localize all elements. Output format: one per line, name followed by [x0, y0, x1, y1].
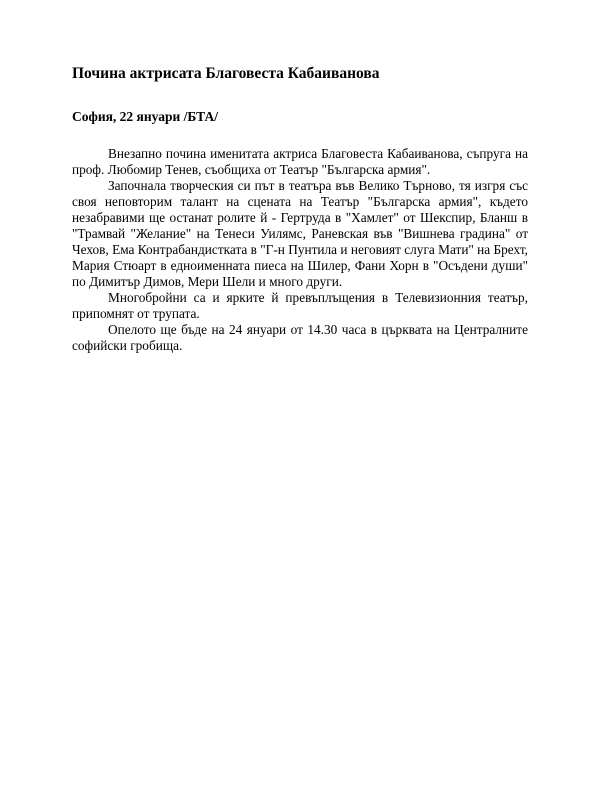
article-paragraph: Опелото ще бъде на 24 януари от 14.30 часа в църквата на Централните софийски гробища. [72, 322, 528, 353]
article-dateline: София, 22 януари /БТА/ [72, 109, 218, 124]
article-title: Почина актрисата Благовеста Кабаиванова [72, 65, 380, 82]
article-body [72, 146, 528, 354]
document-page [72, 64, 528, 354]
article-paragraph: Внезапно почина именитата актриса Благовеста Кабаиванова, съпруга на проф. Любомир Тенев, съобщиха от Театър "Българска армия". [72, 146, 528, 177]
article-paragraph: Започнала творческия си път в театъра във Велико Търново, тя изгря със своя неповторим талант на сцената на Театър "Българска армия", където незабравими ще останат ролите й - Гертруда в "Хамлет" от Шекспир, Бланш в "Трамвай "Желание" на Тенеси Уилямс, Раневская във "Вишнева градина" от Чехов, Ема Контрабандистката в "Г-н Пунтила и неговият слуга Мати" на Брехт, Мария Стюарт в едноименната пиеса на Шилер, Фани Хорн в "Осъдени души" по Димитър Димов, Мери Шели и много други. [72, 178, 528, 289]
article-paragraph: Многобройни са и ярките й превъплъщения в Телевизионния театър, припомнят от трупата. [72, 290, 528, 321]
